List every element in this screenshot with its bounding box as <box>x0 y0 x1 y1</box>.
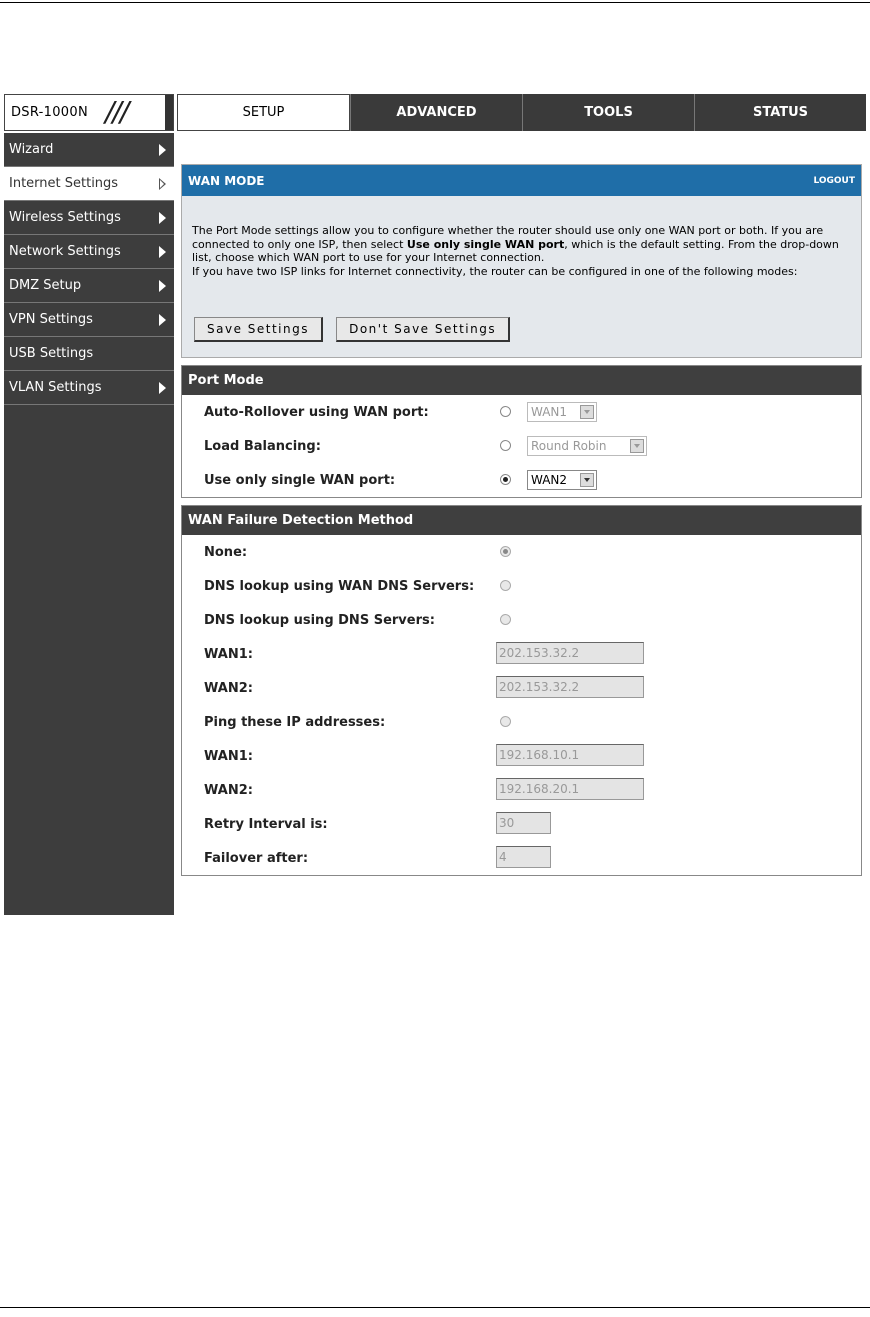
sidebar-item-label: Network Settings <box>9 244 121 259</box>
wan-mode-header <box>182 165 861 196</box>
retry-label: Retry Interval is: <box>204 817 328 832</box>
dns-wan-row <box>182 569 861 603</box>
none-label: None: <box>204 545 248 560</box>
wan2-dns-label: WAN2: <box>204 681 253 696</box>
single-wan-label: Use only single WAN port: <box>204 473 396 488</box>
chevron-right-icon <box>159 246 166 258</box>
load-balancing-select[interactable]: Round Robin <box>527 436 647 456</box>
failover-label: Failover after: <box>204 851 309 866</box>
wan2-dns-input[interactable]: 202.153.32.2 <box>496 676 644 698</box>
chevron-down-icon <box>630 439 644 453</box>
sidebar-item-vlan-settings[interactable] <box>4 371 174 405</box>
single-wan-row <box>182 463 861 497</box>
wan-mode-description: The Port Mode settings allow you to configure whether the router should use only one WAN port or both. If you are connected to only one ISP, then select Use only single WAN port, which is the default setting. From the drop-down list, choose which WAN port to use for your Internet connection. If you have two ISP links for Internet connectivity, the router can be configured in one of the following modes: <box>192 224 839 278</box>
ping-label: Ping these IP addresses: <box>204 715 386 730</box>
wan2-dns-row <box>182 671 861 705</box>
tab-status[interactable]: STATUS <box>694 94 866 131</box>
load-balancing-row <box>182 429 861 463</box>
auto-rollover-radio[interactable] <box>500 406 511 417</box>
sidebar-item-wizard[interactable] <box>4 133 174 167</box>
sidebar-item-usb-settings[interactable] <box>4 337 174 371</box>
sidebar-item-label: VLAN Settings <box>9 380 102 395</box>
header-bar <box>4 94 866 131</box>
wan1-ping-label: WAN1: <box>204 749 253 764</box>
save-settings-button[interactable]: Save Settings <box>194 317 323 342</box>
none-row <box>182 535 861 569</box>
section-title: WAN Failure Detection Method <box>182 506 861 535</box>
auto-rollover-row <box>182 395 861 429</box>
tab-tools[interactable]: TOOLS <box>522 94 694 131</box>
chevron-right-icon <box>159 212 166 224</box>
model-badge <box>4 94 174 131</box>
chevron-down-icon <box>580 405 594 419</box>
dns-label: DNS lookup using DNS Servers: <box>204 613 435 628</box>
none-radio[interactable] <box>500 546 511 557</box>
ping-row <box>182 705 861 739</box>
retry-row <box>182 807 861 841</box>
wan2-ping-label: WAN2: <box>204 783 253 798</box>
auto-rollover-label: Auto-Rollover using WAN port: <box>204 405 429 420</box>
dns-wan-label: DNS lookup using WAN DNS Servers: <box>204 579 475 594</box>
ping-radio[interactable] <box>500 716 511 727</box>
action-buttons <box>194 317 518 342</box>
chevron-right-icon <box>159 382 166 394</box>
port-mode-section <box>181 365 862 498</box>
sidebar-item-label: USB Settings <box>9 346 94 361</box>
failover-input[interactable]: 4 <box>496 846 551 868</box>
sidebar-item-label: DMZ Setup <box>9 278 82 293</box>
tab-setup[interactable]: SETUP <box>177 94 350 131</box>
auto-rollover-select[interactable]: WAN1 <box>527 402 597 422</box>
chevron-down-icon <box>580 473 594 487</box>
single-wan-radio[interactable] <box>500 474 511 485</box>
sidebar-item-vpn-settings[interactable] <box>4 303 174 337</box>
retry-input[interactable]: 30 <box>496 812 551 834</box>
sidebar-item-label: VPN Settings <box>9 312 93 327</box>
load-balancing-label: Load Balancing: <box>204 439 321 454</box>
top-rule <box>0 2 870 3</box>
dns-wan-radio[interactable] <box>500 580 511 591</box>
section-title: Port Mode <box>182 366 861 395</box>
load-balancing-radio[interactable] <box>500 440 511 451</box>
wan2-ping-input[interactable]: 192.168.20.1 <box>496 778 644 800</box>
sidebar-item-label: Wizard <box>9 142 54 157</box>
sidebar-item-label: Wireless Settings <box>9 210 121 225</box>
model-name: DSR-1000N <box>11 105 88 120</box>
chevron-right-icon <box>159 178 166 190</box>
logout-link[interactable]: LOGOUT <box>813 175 855 186</box>
wan1-dns-input[interactable]: 202.153.32.2 <box>496 642 644 664</box>
sidebar-item-label: Internet Settings <box>9 176 119 191</box>
wan-failure-section <box>181 505 862 876</box>
sidebar-item-network-settings[interactable] <box>4 235 174 269</box>
brand-slashes: /// <box>105 95 128 128</box>
chevron-right-icon <box>159 314 166 326</box>
tab-advanced[interactable]: ADVANCED <box>350 94 522 131</box>
bottom-rule <box>0 1307 870 1308</box>
dns-radio[interactable] <box>500 614 511 625</box>
failover-row <box>182 841 861 875</box>
chevron-right-icon <box>159 144 166 156</box>
single-wan-select[interactable]: WAN2 <box>527 470 597 490</box>
wan-mode-panel <box>181 164 862 358</box>
wan2-ping-row <box>182 773 861 807</box>
wan1-ping-row <box>182 739 861 773</box>
sidebar-item-wireless-settings[interactable] <box>4 201 174 235</box>
dns-row <box>182 603 861 637</box>
page-title: WAN MODE <box>188 173 265 188</box>
main-content <box>181 164 862 876</box>
dont-save-settings-button[interactable]: Don't Save Settings <box>336 317 510 342</box>
sidebar-item-internet-settings[interactable] <box>4 167 174 201</box>
sidebar-item-dmz-setup[interactable] <box>4 269 174 303</box>
wan1-dns-row <box>182 637 861 671</box>
wan1-dns-label: WAN1: <box>204 647 253 662</box>
wan1-ping-input[interactable]: 192.168.10.1 <box>496 744 644 766</box>
chevron-right-icon <box>159 280 166 292</box>
main-tabs <box>177 94 866 131</box>
sidebar <box>4 133 174 915</box>
